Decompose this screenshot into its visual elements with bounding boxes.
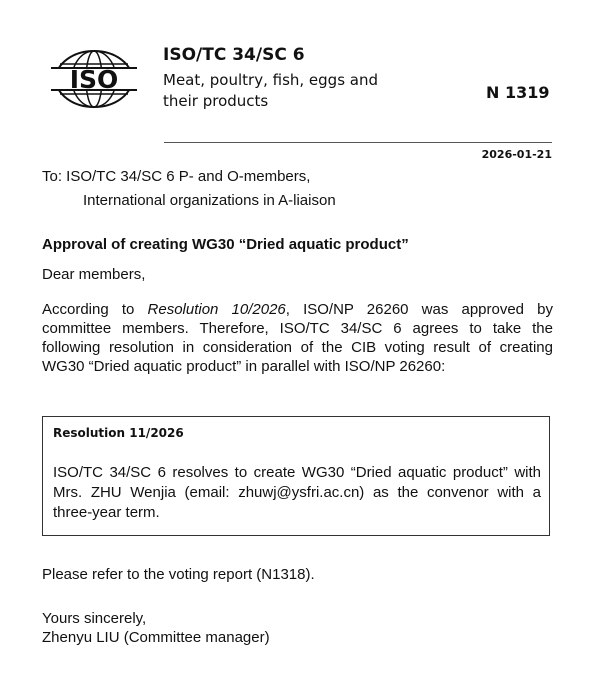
body-paragraph bbox=[42, 300, 553, 376]
header-divider bbox=[164, 142, 552, 143]
iso-logo-text: ISO bbox=[69, 65, 119, 94]
recipients bbox=[42, 165, 336, 213]
closing-signature: Zhenyu LIU (Committee manager) bbox=[42, 629, 270, 646]
recipients-line-2: International organizations in A-liaison bbox=[83, 192, 336, 209]
closing-block bbox=[42, 609, 270, 647]
body-intro: According to bbox=[42, 301, 148, 318]
committee-scope: Meat, poultry, fish, eggs and their products bbox=[163, 71, 378, 110]
resolution-text: ISO/TC 34/SC 6 resolves to create WG30 “Dried aquatic product” with Mrs. ZHU Wenjia (email: zhuwj@ysfri.ac.cn) as the convenor with a three-year term. bbox=[53, 464, 541, 521]
document-number: N 1319 bbox=[486, 83, 550, 102]
resolution-reference: Resolution 10/2026 bbox=[147, 301, 286, 318]
committee-code: ISO/TC 34/SC 6 bbox=[163, 45, 305, 65]
recipients-line-1: To: ISO/TC 34/SC 6 P- and O-members, bbox=[42, 168, 311, 185]
body-rest: , ISO/NP 26260 was approved by committee members. Therefore, ISO/TC 34/SC 6 agrees to take the following resolution in consideration of the CIB voting result of creating WG30 “Dried aquatic product” in parallel with ISO/NP 26260: bbox=[42, 301, 554, 375]
reference-line: Please refer to the voting report (N1318). bbox=[42, 566, 315, 583]
resolution-title: Resolution 11/2026 bbox=[53, 426, 184, 440]
document-date: 2026-01-21 bbox=[481, 148, 552, 161]
closing-salutation: Yours sincerely, bbox=[42, 610, 147, 627]
committee-block bbox=[163, 44, 403, 112]
greeting: Dear members, bbox=[42, 266, 146, 283]
subject-heading: Approval of creating WG30 “Dried aquatic product” bbox=[42, 236, 409, 253]
iso-logo bbox=[47, 48, 141, 110]
resolution-box bbox=[42, 416, 550, 536]
